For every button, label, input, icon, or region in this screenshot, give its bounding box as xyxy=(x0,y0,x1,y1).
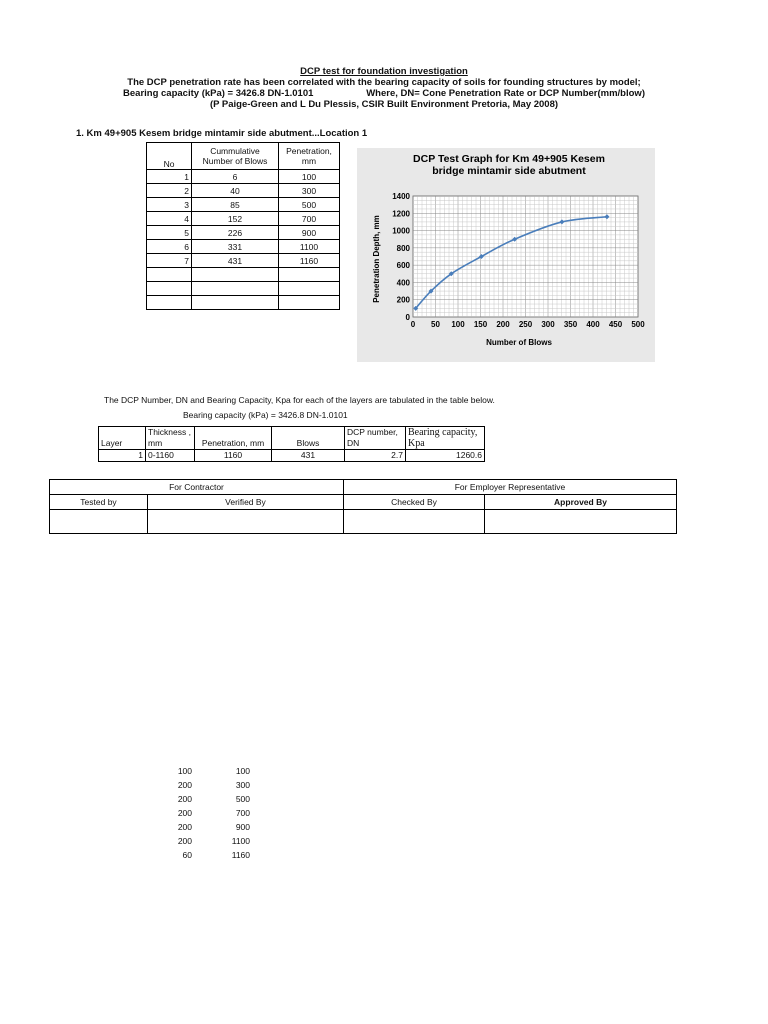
y-tick-label: 1200 xyxy=(392,209,410,219)
empty-row xyxy=(147,296,340,310)
contractor-header: For Contractor xyxy=(50,480,344,495)
verified-by-sign xyxy=(148,510,344,534)
cell-no: 7 xyxy=(147,254,192,268)
cell-blows: 431 xyxy=(192,254,279,268)
cell-no: 6 xyxy=(147,240,192,254)
formula-left: Bearing capacity (kPa) = 3426.8 DN-1.0101 xyxy=(123,88,314,99)
list-item xyxy=(160,792,250,806)
empty-row xyxy=(147,282,340,296)
chart-title-line1: DCP Test Graph for Km 49+905 Kesem xyxy=(413,153,605,165)
approved-by-label: Approved By xyxy=(485,495,677,510)
dn-cell-thickness: 0-1160 xyxy=(146,450,195,462)
cell-no: 1 xyxy=(147,170,192,184)
x-tick-label: 300 xyxy=(541,320,555,329)
title-text: DCP test for foundation investigation xyxy=(300,66,468,77)
dn-table xyxy=(98,426,485,462)
x-tick-label: 150 xyxy=(473,320,488,329)
checked-by-label: Checked By xyxy=(344,495,485,510)
dn-cell-layer: 1 xyxy=(99,450,146,462)
thickness-value: 200 xyxy=(177,794,192,804)
cell-penetration: 300 xyxy=(279,184,340,198)
list-item xyxy=(160,820,250,834)
thickness-value: 100 xyxy=(177,766,192,776)
x-tick-label: 400 xyxy=(586,320,600,329)
cell-blows: 40 xyxy=(192,184,279,198)
cell-penetration: 1160 xyxy=(279,254,340,268)
x-tick-label: 100 xyxy=(451,320,465,329)
penetration-value: 1100 xyxy=(231,836,250,846)
chart-xlabel: Number of Blows xyxy=(486,338,552,347)
table-row xyxy=(147,240,340,254)
y-tick-label: 400 xyxy=(396,278,410,288)
penetration-value: 1160 xyxy=(231,850,250,860)
cell-penetration: 100 xyxy=(279,170,340,184)
x-tick-label: 450 xyxy=(608,320,623,329)
table-row xyxy=(147,184,340,198)
dn-col-bc: Bearing capacity, Kpa xyxy=(406,427,485,450)
list-item xyxy=(160,778,250,792)
dn-col-thickness: Thickness , mm xyxy=(146,427,195,450)
y-tick-label: 0 xyxy=(405,313,410,322)
penetration-value: 500 xyxy=(235,794,250,804)
penetration-value: 700 xyxy=(235,808,250,818)
thickness-value: 60 xyxy=(182,850,192,860)
dn-cell-dn: 2.7 xyxy=(345,450,406,462)
col-blows: Cummulative Number of Blows xyxy=(192,143,279,170)
location-heading: 1. Km 49+905 Kesem bridge mintamir side abutment...Location 1 xyxy=(76,128,368,139)
tested-by-label: Tested by xyxy=(50,495,148,510)
table-row xyxy=(147,254,340,268)
approved-by-sign xyxy=(485,510,677,534)
cell-no: 5 xyxy=(147,226,192,240)
cell-penetration: 700 xyxy=(279,212,340,226)
cell-penetration: 1100 xyxy=(279,240,340,254)
thickness-value: 200 xyxy=(177,808,192,818)
y-tick-label: 1000 xyxy=(392,226,410,236)
cell-no: 2 xyxy=(147,184,192,198)
table-row xyxy=(147,226,340,240)
x-tick-label: 200 xyxy=(496,320,510,329)
x-tick-label: 350 xyxy=(563,320,578,329)
y-tick-label: 1400 xyxy=(392,192,410,201)
empty-cell xyxy=(192,282,279,296)
table-row xyxy=(147,212,340,226)
col-no: No xyxy=(147,143,192,170)
dn-col-dn: DCP number, DN xyxy=(345,427,406,450)
dn-cell-blows: 431 xyxy=(272,450,345,462)
chart-title-line2: bridge mintamir side abutment xyxy=(432,165,586,177)
dn-formula: Bearing capacity (kPa) = 3426.8 DN-1.0101 xyxy=(183,410,348,420)
table-row xyxy=(147,170,340,184)
y-tick-label: 200 xyxy=(396,295,410,305)
signature-table xyxy=(49,479,677,534)
dcp-chart xyxy=(357,148,655,362)
y-tick-label: 800 xyxy=(396,243,410,253)
cell-penetration: 500 xyxy=(279,198,340,212)
list-item xyxy=(160,834,250,848)
empty-cell xyxy=(192,268,279,282)
blows-table xyxy=(146,142,340,310)
x-tick-label: 50 xyxy=(431,320,440,329)
empty-cell xyxy=(147,268,192,282)
cell-penetration: 900 xyxy=(279,226,340,240)
empty-cell xyxy=(147,296,192,310)
dn-cell-bc: 1260.6 xyxy=(406,450,485,462)
checked-by-sign xyxy=(344,510,485,534)
dn-intro: The DCP Number, DN and Bearing Capacity, Kpa for each of the layers are tabulated in the table below. xyxy=(104,395,495,405)
empty-cell xyxy=(279,268,340,282)
formula-right: Where, DN= Cone Penetration Rate or DCP Number(mm/blow) xyxy=(366,88,645,99)
empty-cell xyxy=(279,296,340,310)
y-tick-label: 600 xyxy=(396,261,410,271)
penetration-value: 900 xyxy=(235,822,250,832)
x-tick-label: 250 xyxy=(518,320,533,329)
x-tick-label: 0 xyxy=(410,320,416,329)
dn-col-blows: Blows xyxy=(272,427,345,450)
chart-svg xyxy=(357,148,655,362)
list-item xyxy=(160,764,250,778)
penetration-value: 300 xyxy=(235,780,250,790)
cell-no: 3 xyxy=(147,198,192,212)
reference-line: (P Paige-Green and L Du Plessis, CSIR Built Environment Pretoria, May 2008) xyxy=(209,99,559,110)
empty-row xyxy=(147,268,340,282)
empty-cell xyxy=(147,282,192,296)
dn-cell-penetration: 1160 xyxy=(195,450,272,462)
thickness-penetration-list xyxy=(160,764,250,862)
cell-blows: 331 xyxy=(192,240,279,254)
table-row xyxy=(147,198,340,212)
cell-blows: 85 xyxy=(192,198,279,212)
cell-no: 4 xyxy=(147,212,192,226)
thickness-value: 200 xyxy=(177,836,192,846)
empty-cell xyxy=(279,282,340,296)
model-description: The DCP penetration rate has been correlated with the bearing capacity of soils for founding structures by model; xyxy=(127,77,641,88)
verified-by-label: Verified By xyxy=(148,495,344,510)
list-item xyxy=(160,806,250,820)
col-penetration: Penetration, mm xyxy=(279,143,340,170)
thickness-value: 200 xyxy=(177,780,192,790)
employer-header: For Employer Representative xyxy=(344,480,677,495)
x-tick-label: 500 xyxy=(631,320,645,329)
list-item xyxy=(160,848,250,862)
dn-col-layer: Layer xyxy=(99,427,146,450)
cell-blows: 226 xyxy=(192,226,279,240)
tested-by-sign xyxy=(50,510,148,534)
cell-blows: 6 xyxy=(192,170,279,184)
dn-col-penetration: Penetration, mm xyxy=(195,427,272,450)
empty-cell xyxy=(192,296,279,310)
cell-blows: 152 xyxy=(192,212,279,226)
chart-ylabel: Penetration Depth, mm xyxy=(372,215,381,303)
penetration-value: 100 xyxy=(235,766,250,776)
thickness-value: 200 xyxy=(177,822,192,832)
